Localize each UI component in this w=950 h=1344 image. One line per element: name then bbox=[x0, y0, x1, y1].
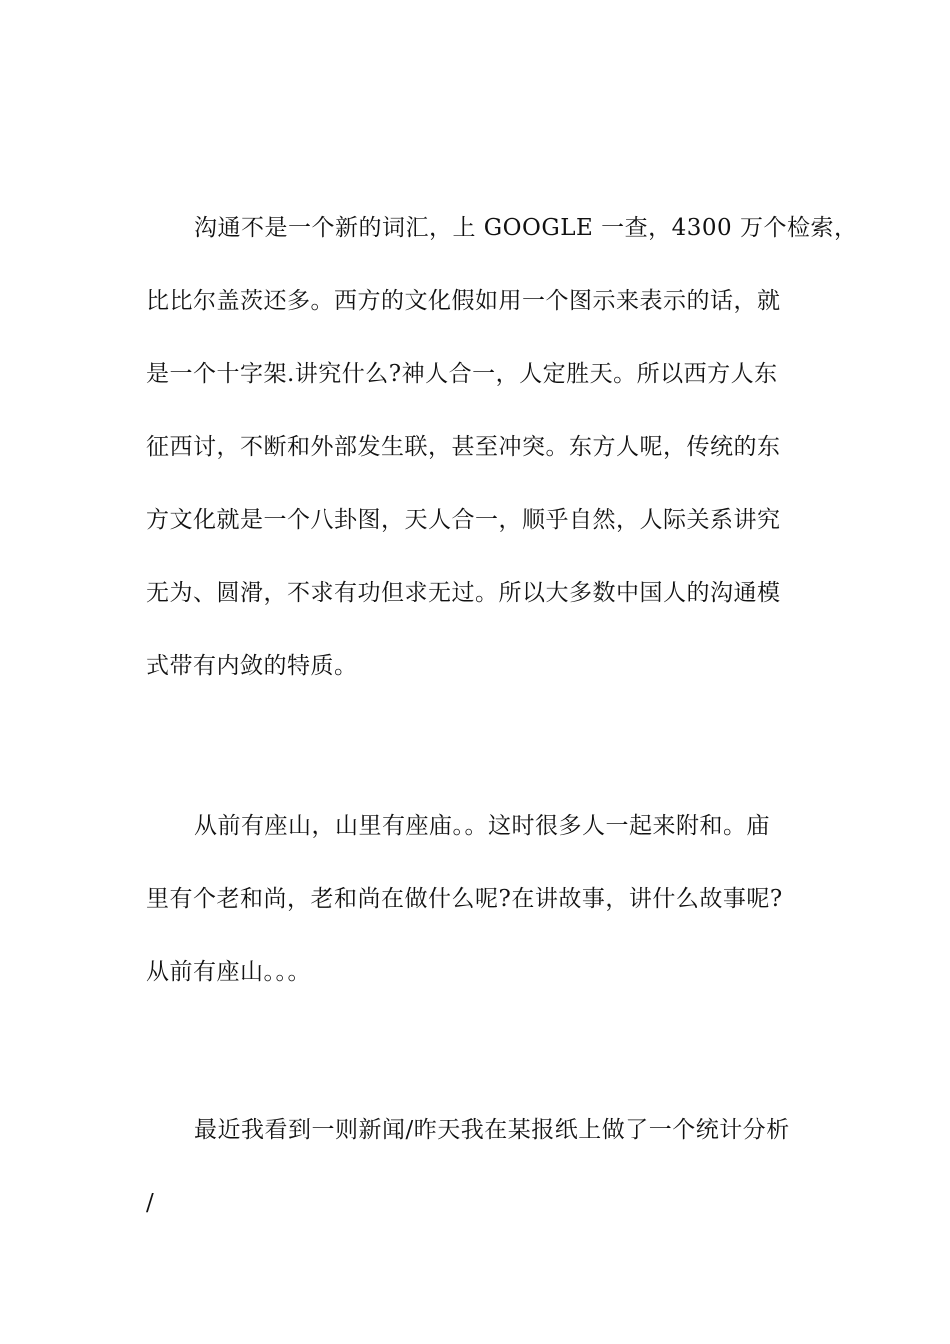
paragraph-line: 是一个十字架.讲究什么?神人合一，人定胜天。所以西方人东 bbox=[146, 361, 778, 387]
paragraph-line: 从前有座山，山里有座庙。。这时很多人一起来附和。庙 bbox=[194, 813, 770, 839]
paragraph-line: 里有个老和尚，老和尚在做什么呢?在讲故事，讲什么故事呢? bbox=[146, 886, 783, 912]
paragraph-line: / bbox=[146, 1190, 155, 1216]
paragraph-line: 从前有座山。。。 bbox=[146, 959, 311, 985]
paragraph-mountain-story bbox=[146, 790, 806, 1009]
paragraph-line: 无为、圆滑，不求有功但求无过。所以大多数中国人的沟通模 bbox=[146, 580, 781, 606]
paragraph-news bbox=[146, 1094, 806, 1240]
paragraph-line: 最近我看到一则新闻/昨天我在某报纸上做了一个统计分析 bbox=[194, 1117, 790, 1143]
paragraph-line: 征西讨，不断和外部发生联，甚至冲突。东方人呢，传统的东 bbox=[146, 434, 781, 460]
paragraph-line: 式带有内敛的特质。 bbox=[146, 653, 358, 679]
paragraph-line: 比比尔盖茨还多。西方的文化假如用一个图示来表示的话，就 bbox=[146, 288, 781, 314]
paragraph-line: 方文化就是一个八卦图，天人合一，顺乎自然，人际关系讲究 bbox=[146, 507, 781, 533]
paragraph-line: 沟通不是一个新的词汇，上 GOOGLE 一查，4300 万个检索， bbox=[194, 215, 858, 241]
paragraph-communication bbox=[146, 192, 858, 703]
